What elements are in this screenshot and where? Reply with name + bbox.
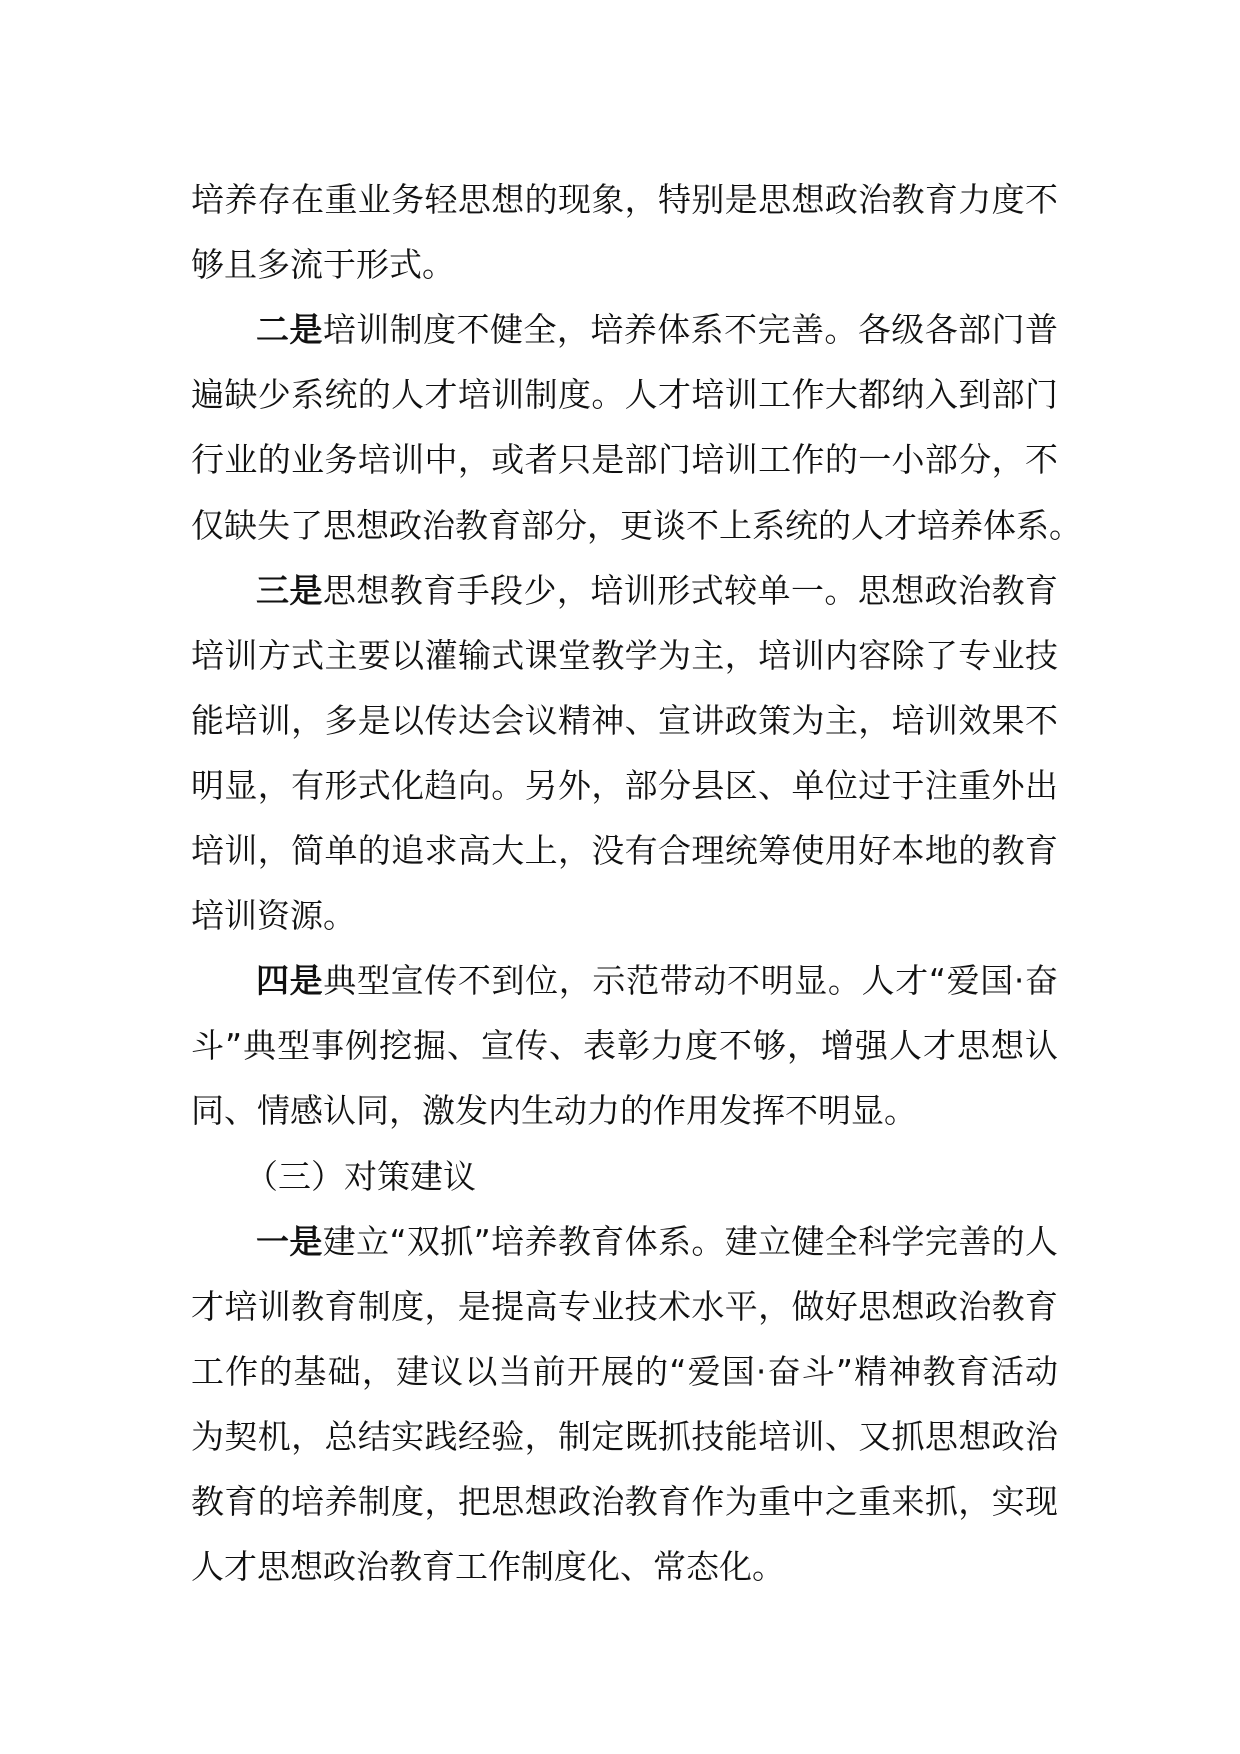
text-line — [191, 372, 1058, 418]
line-text: 思想教育手段少，培训形式较单一。思想政治教育 — [322, 570, 1059, 610]
line-text: 斗”典型事例挖掘、宣传、表彰力度不够，增强人才思想认 — [191, 1026, 1058, 1066]
line-text: 建立“双抓”培养教育体系。建立健全科学完善的人 — [322, 1221, 1058, 1261]
text-line — [191, 763, 1058, 809]
line-text: 培训资源。 — [191, 896, 356, 936]
line-text: 同、情感认同，激发内生动力的作用发挥不明显。 — [191, 1091, 917, 1131]
text-line — [256, 958, 1058, 1004]
text-line — [191, 828, 1058, 874]
line-text: 培训，简单的追求高大上，没有合理统筹使用好本地的教育 — [191, 831, 1058, 870]
text-line — [191, 1023, 1058, 1069]
line-text: 能培训，多是以传达会议精神、宣讲政策为主，培训效果不 — [191, 700, 1058, 740]
line-text: 够且多流于形式。 — [191, 245, 455, 285]
section-heading — [245, 1154, 1112, 1200]
line-text: 工作的基础，建议以当前开展的“爱国·奋斗”精神教育活动 — [191, 1351, 1058, 1391]
text-line — [191, 1349, 1058, 1395]
line-text: 仅缺失了思想政治教育部分，更谈不上系统的人才培养体系。 — [191, 505, 1082, 545]
line-text: 培养存在重业务轻思想的现象，特别是思想政治教育力度不 — [191, 180, 1058, 219]
text-line — [191, 1479, 1058, 1525]
line-text: 为契机，总结实践经验，制定既抓技能培训、又抓思想政治 — [191, 1416, 1058, 1456]
bold-lead: 二是 — [256, 310, 323, 350]
text-line — [191, 633, 1058, 679]
line-text: 才培训教育制度，是提高专业技术水平，做好思想政治教育 — [191, 1286, 1058, 1326]
line-text: 明显，有形式化趋向。另外，部分县区、单位过于注重外出 — [191, 765, 1058, 805]
line-text: 培训制度不健全，培养体系不完善。各级各部门普 — [322, 310, 1059, 350]
text-line — [191, 177, 1058, 223]
text-line — [191, 1414, 1058, 1460]
text-line — [191, 437, 1058, 483]
text-line — [191, 1284, 1058, 1330]
line-text: 培训方式主要以灌输式课堂教学为主，培训内容除了专业技 — [191, 635, 1058, 675]
text-line — [191, 1544, 1058, 1590]
text-line — [191, 503, 1082, 549]
text-line — [191, 1088, 1058, 1134]
line-text: 行业的业务培训中，或者只是部门培训工作的一小部分，不 — [191, 440, 1058, 480]
text-line — [191, 893, 1058, 939]
bold-lead: 一是 — [256, 1221, 323, 1261]
text-line — [191, 242, 1058, 288]
text-line — [256, 568, 1058, 614]
line-text: 典型宣传不到位，示范带动不明显。人才“爱国·奋 — [323, 961, 1059, 1001]
line-text: 教育的培养制度，把思想政治教育作为重中之重来抓，实现 — [191, 1482, 1058, 1521]
text-line — [191, 698, 1058, 744]
line-text: 遍缺少系统的人才培训制度。人才培训工作大都纳入到部门 — [191, 375, 1058, 415]
bold-lead: 三是 — [256, 570, 323, 610]
text-line — [256, 307, 1058, 353]
text-line — [256, 1219, 1058, 1265]
line-text: 人才思想政治教育工作制度化、常态化。 — [191, 1547, 785, 1587]
bold-lead: 四是 — [256, 961, 324, 1001]
line-text: （三）对策建议 — [245, 1156, 476, 1196]
